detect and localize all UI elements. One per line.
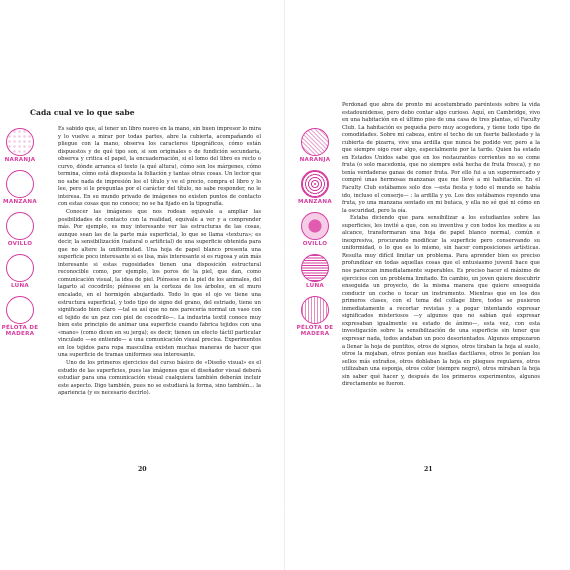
swatch-naranja <box>0 128 40 170</box>
texture-sidebar-left <box>0 128 40 338</box>
swatch-pelota-de-madera <box>0 296 40 338</box>
swatch-label: PÉLOTA DE MADERA <box>1 325 39 338</box>
orange-texture-icon <box>301 128 329 156</box>
page-number-left: 20 <box>138 466 147 473</box>
swatch-ovillo <box>295 212 335 254</box>
paragraph: Estaba diciendo que para sensibilizar a los estudiantes sobre las superficies, les invité a que, con su inventiva y con todos los medios a su alcance, transformaran una hoja de papel blanco normal, común e inexpresiva, procurando modificar la superficie pero conservando su uniformidad, o lo que es lo mismo, sin hacer composiciones artísticas. Resulta muy difícil limitar un problema. Para aprender bien es preciso profundizar en todas aquellas cosas que el entusiasmo juvenil hace que nos parezcan inmediatamente superables. Es preciso hacer el máximo de ejercicios con un problema limitado. En cambio, un joven quiere descubrir enseguida un proyecto, de la misma manera que quiere enseguida conducir un coche o tocar un instrumento. Mientras que en los dos primeros clases, con el tema del collage libre, todos se pusieron inmediatamente a recortar revistas y a pegar intentando expresar significados misteriosos —y algunos que no sabían qué expresar expresaban igualmente su estado de ánimo—, esta vez, con esta investigación sobre la sensibilización de una superficie sin tener que expresar nada, todos andaban un poco desorientados. Algunos empezaron a llenar la hoja de puntitos, otros de signos, otros tiraban la hoja al suelo, otros la mojaban, otros ponían sus huellas dactilares, otros le ponían los sellos más extraños, otros doblaban la hoja en pliegues regulares, otros utilizaban una esponja, otros color (siempre negro), otros miraban la hoja sin saber qué hacer y, después de los primeros experimentos, algunos directamente se fueron. <box>342 215 540 388</box>
section-heading: Cada cual ve lo que sabe <box>30 108 135 117</box>
moon-texture-icon <box>6 254 34 282</box>
moon-texture-icon <box>301 254 329 282</box>
swatch-pelota-de-madera <box>295 296 335 338</box>
swatch-luna <box>0 254 40 296</box>
swatch-label: NARANJA <box>299 157 331 163</box>
texture-sidebar-right <box>295 128 335 338</box>
swatch-label: NARANJA <box>4 157 36 163</box>
wooden-ball-texture-icon <box>6 296 34 324</box>
swatch-label: PÉLOTA DE MADERA <box>296 325 334 338</box>
left-body-text <box>58 126 261 398</box>
right-body-text <box>342 102 540 389</box>
paragraph: Uno de los primeros ejercicios del curso básico de «Diseño visual» es el estudio de las superficies, pues las imágenes que el diseñador visual deberá estudiar para una comunicación visual cualquiera también deberán incluir este aspecto. Digo también, pues no se estudiará la forma, sino también… la apariencia (y es necesario decirlo). <box>58 359 261 397</box>
swatch-label: LUNA <box>305 283 325 289</box>
page-number-right: 21 <box>424 466 433 473</box>
apple-texture-icon <box>301 170 329 198</box>
paragraph: Perdonad que abra de pronto mi acostumbrado paréntesis sobre la vida estadounidense, pero debo contar algo curioso. Aquí, en Cambridge, vivo en una habitación en el último piso de una casa de tres plantas, el Faculty Club. La habitación es pequeña pero muy acogedora, y tiene todo tipo de comodidades. Sobre mi cabeza, entre el techo de un fuerte ballestado y la cubierta de pizarra, vive una ardilla que nunca he podido ver, pero a la que siempre oigo roer algo, especialmente por la tarde. Quien ha estado en Estados Unidos sabe que en los restaurantes corrientes no se come fruta (o solo macedonia, que no siempre está hecha de fruta fresca), y no tenía verdaderas ganas de comer fruta. Por ello fui a un supermercado y compré unas hermosas manzanas que me llevé a mi habitación. En el Faculty Club estábamos solo dos —esta fiesta y todo el mundo se había ido, incluso el conserje— : la ardilla y yo. Los dos estábamos royendo una fruta, yo una manzana sentado en mi butaca, y ella no sé qué ni cómo en la oscuridad, pero la oía. <box>342 102 540 214</box>
orange-texture-icon <box>6 128 34 156</box>
swatch-manzana <box>0 170 40 212</box>
paragraph: Es sabido que, al tener un libro nuevo en la mano, sin buen impresor lo mira y lo vuelve a mirar por todas partes, abre la cubierta, acompañando el pliegue con la mano, observa los caracteres tipográficos, cómo están dispuestos y de qué tipo son, si son originales o de fundición secundaria, observa y critica el papel, la encuadernación, si el lomo del libro es recto o curvo, dónde arranca el texto (a qué altura), cómo son los márgenes, cómo termina, cómo está dispuesta la foliación y tantas otras cosas. Un lector que no sabe nada de impresión lee el título y ve el precio, compra el libro y lo lee, pero si le preguntas por el carácter del título, no sabe responder, no le interesa. En su mundo privado de imágenes no existen puntos de contacto con estas cosas que no conoce; no se ha fijado en la tipografía. <box>58 126 261 208</box>
swatch-naranja <box>295 128 335 170</box>
apple-texture-icon <box>6 170 34 198</box>
yarn-texture-icon <box>301 212 329 240</box>
swatch-ovillo <box>0 212 40 254</box>
swatch-label: LUNA <box>10 283 30 289</box>
yarn-texture-icon <box>6 212 34 240</box>
paragraph: Conocer las imágenes que nos rodean equivale a ampliar las posibilidades de contacto con la realidad, equivale a ver y a comprender más. Por ejemplo, es muy interesante ver las estructuras de las cosas, aunque sean las de la parte más superficial, lo que se llama «textura»; es decir, la sensibilización (natural o artificial) de una superficie obtenida para que no altere la uniformidad. Una hoja de papel blanco presenta una superficie poco interesante si es lisa, más interesante si es rugosa y aún más interesante si estas rugosidades tienen una disposición estructural reconocible como, por ejemplo, los poros de la piel, que dan, como comunicación visual, la idea de piel. Piénsese en la piel de los animales, del lagarto al cocodrilo; piénsese en la corteza de los árboles, en el muro encalado, en el hormigón abujardado. Todo lo que el ojo ve tiene una estructura superficial, y todo tipo de signo del grano, del estriado, tiene un significado bien claro —tal es así que no nos parecería normal un vaso con el tejido de un pez con piel de cocodrilo—. La industria textil conoce muy bien este principio de animar una superficie cuando fabrica tejidos con una «mano» (como dicen en su jerga); es decir, tienen un efecto táctil particular vinculado —se entiende— a una comunicación visual precisa. Experimentos en los tejidos para ropa masculina existen muchas maneras de hacer que una superficie de tramas uniformes sea interesante. <box>58 209 261 359</box>
swatch-manzana <box>295 170 335 212</box>
swatch-label: MANZANA <box>2 199 38 205</box>
swatch-label: MANZANA <box>297 199 333 205</box>
wooden-ball-texture-icon <box>301 296 329 324</box>
swatch-label: OVILLO <box>302 241 328 247</box>
swatch-luna <box>295 254 335 296</box>
swatch-label: OVILLO <box>7 241 33 247</box>
